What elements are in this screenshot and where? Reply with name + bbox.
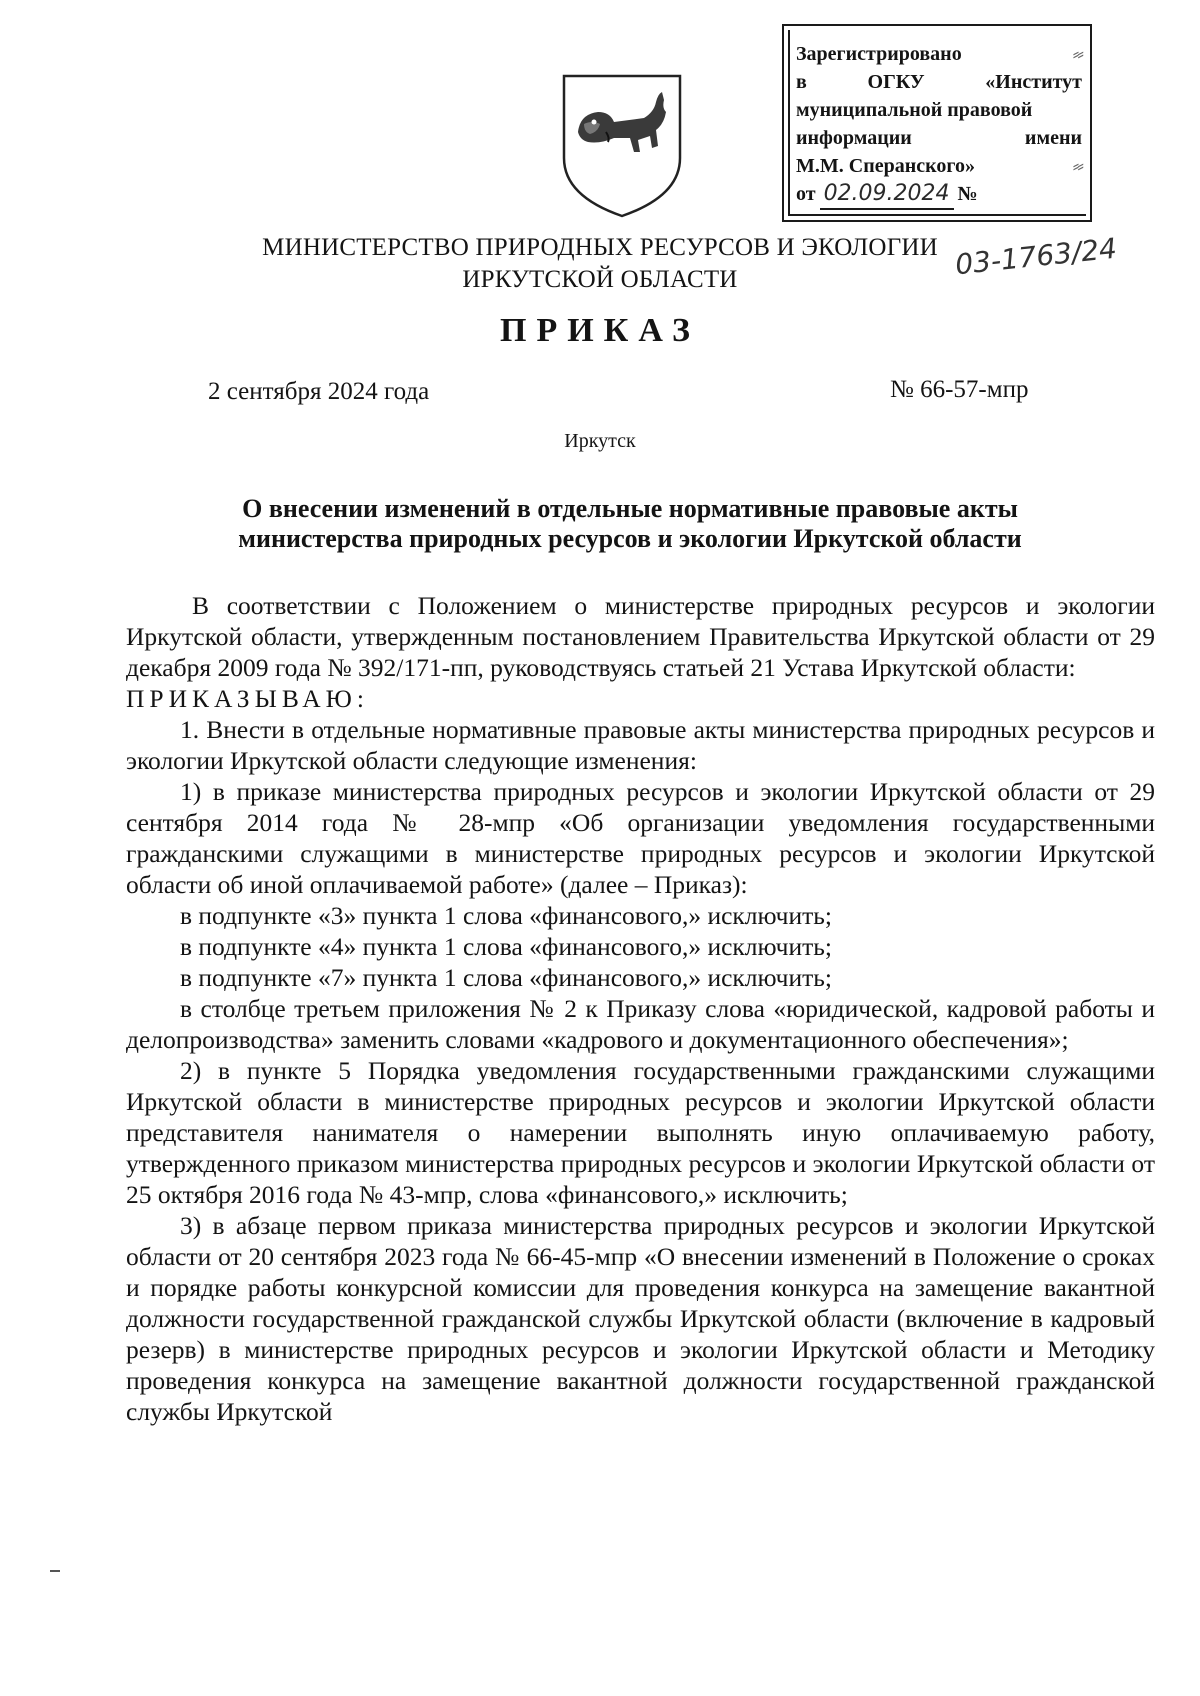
paragraph-subitem-1: 1) в приказе министерства природных ресурсов и экологии Иркутской области от 29 сентября 2014 года № 28-мпр «Об организации уведомления государственными гражданскими служащими в министерстве природных ресурсов и экологии Иркутской области об иной оплачиваемой работе» (далее – Приказ): [126,777,1155,899]
stamp-scribble-2: ⸗⸗ [1072,155,1082,177]
paragraph-subitem-3: 3) в абзаце первом приказа министерства природных ресурсов и экологии Иркутской области от 20 сентября 2023 года № 66-45-мпр «О внесении изменений в Положение о сроках и порядке работы конкурсной комиссии для проведения конкурса на замещение вакантной должности государственной гражданской службы Иркутской области (включение в кадровый резерв) в министерстве природных ресурсов и экологии Иркутской области и Методику проведения конкурса на замещение вакантной должности государственной гражданской службы Иркутской [126,1211,1155,1426]
stamp-line-2-left: в [796,71,807,93]
paragraph-item-1: 1. Внести в отдельные нормативные правовые акты министерства природных ресурсов и экологии Иркутской области следующие изменения: [126,715,1155,775]
stamp-line-2-right: «Институт [985,71,1082,93]
order-date: 2 сентября 2024 года [208,378,430,405]
paragraph-change-7: в подпункте «7» пункта 1 слова «финансового,» исключить; [180,963,832,992]
stamp-date-prefix: от [796,183,816,205]
order-number: № 66-57-мпр [890,376,1029,403]
stamp-scribble-1: ⸗⸗ [1072,43,1082,65]
order-heading-line-2: министерства природных ресурсов и экологии Иркутской области [238,524,1022,553]
preamble-paragraph: В соответствии с Положением о министерстве природных ресурсов и экологии Иркутской области, утвержденным постановлением Правительства Иркутской области от 29 декабря 2009 года № 392/171-пп, руководствуясь статьей 21 Устава Иркутской области: [126,591,1155,682]
order-heading [150,494,1110,554]
registration-stamp [782,24,1092,222]
stamp-number-label: № [957,183,978,205]
order-directive: ПРИКАЗЫВАЮ: [126,684,369,713]
stamp-line-5: М.М. Сперанского» [796,155,975,177]
order-heading-line-1: О внесении изменений в отдельные нормативные правовые акты [242,494,1018,523]
stamp-line-2-mid: ОГКУ [867,71,925,93]
stamp-date: 02.09.2024 [820,180,954,210]
paragraph-change-appendix: в столбце третьем приложения № 2 к Приказу слова «юридической, кадровой работы и делопроизводства» заменить словами «кадрового и документационного обеспечения»; [126,994,1155,1054]
paragraph-change-3: в подпункте «3» пункта 1 слова «финансового,» исключить; [180,901,832,930]
margin-mark [50,1570,60,1572]
stamp-line-4-right: имени [1024,127,1082,149]
document-title: ПРИКАЗ [500,312,700,349]
stamp-line-3: муниципальной правовой [796,99,1033,121]
ministry-name-line-1: МИНИСТЕРСТВО ПРИРОДНЫХ РЕСУРСОВ И ЭКОЛОГИИ [262,234,938,261]
paragraph-change-4: в подпункте «4» пункта 1 слова «финансового,» исключить; [180,932,832,961]
order-body [126,590,1155,1427]
stamp-line-1: Зарегистрировано [796,43,962,65]
handwritten-registration-number: 03-1763/24 [953,231,1119,282]
ministry-name-line-2: ИРКУТСКОЙ ОБЛАСТИ [462,266,738,293]
stamp-line-4-left: информации [796,127,912,149]
ministry-name [250,232,950,296]
coat-of-arms-emblem [558,72,686,220]
order-city: Иркутск [564,430,636,452]
paragraph-subitem-2: 2) в пункте 5 Порядка уведомления государственными гражданскими служащими Иркутской области в министерстве природных ресурсов и экологии Иркутской области представителя нанимателя о намерении выполнять иную оплачиваемую работу, утвержденного приказом министерства природных ресурсов и экологии Иркутской области от 25 октября 2016 года № 43-мпр, слова «финансового,» исключить; [126,1056,1155,1209]
